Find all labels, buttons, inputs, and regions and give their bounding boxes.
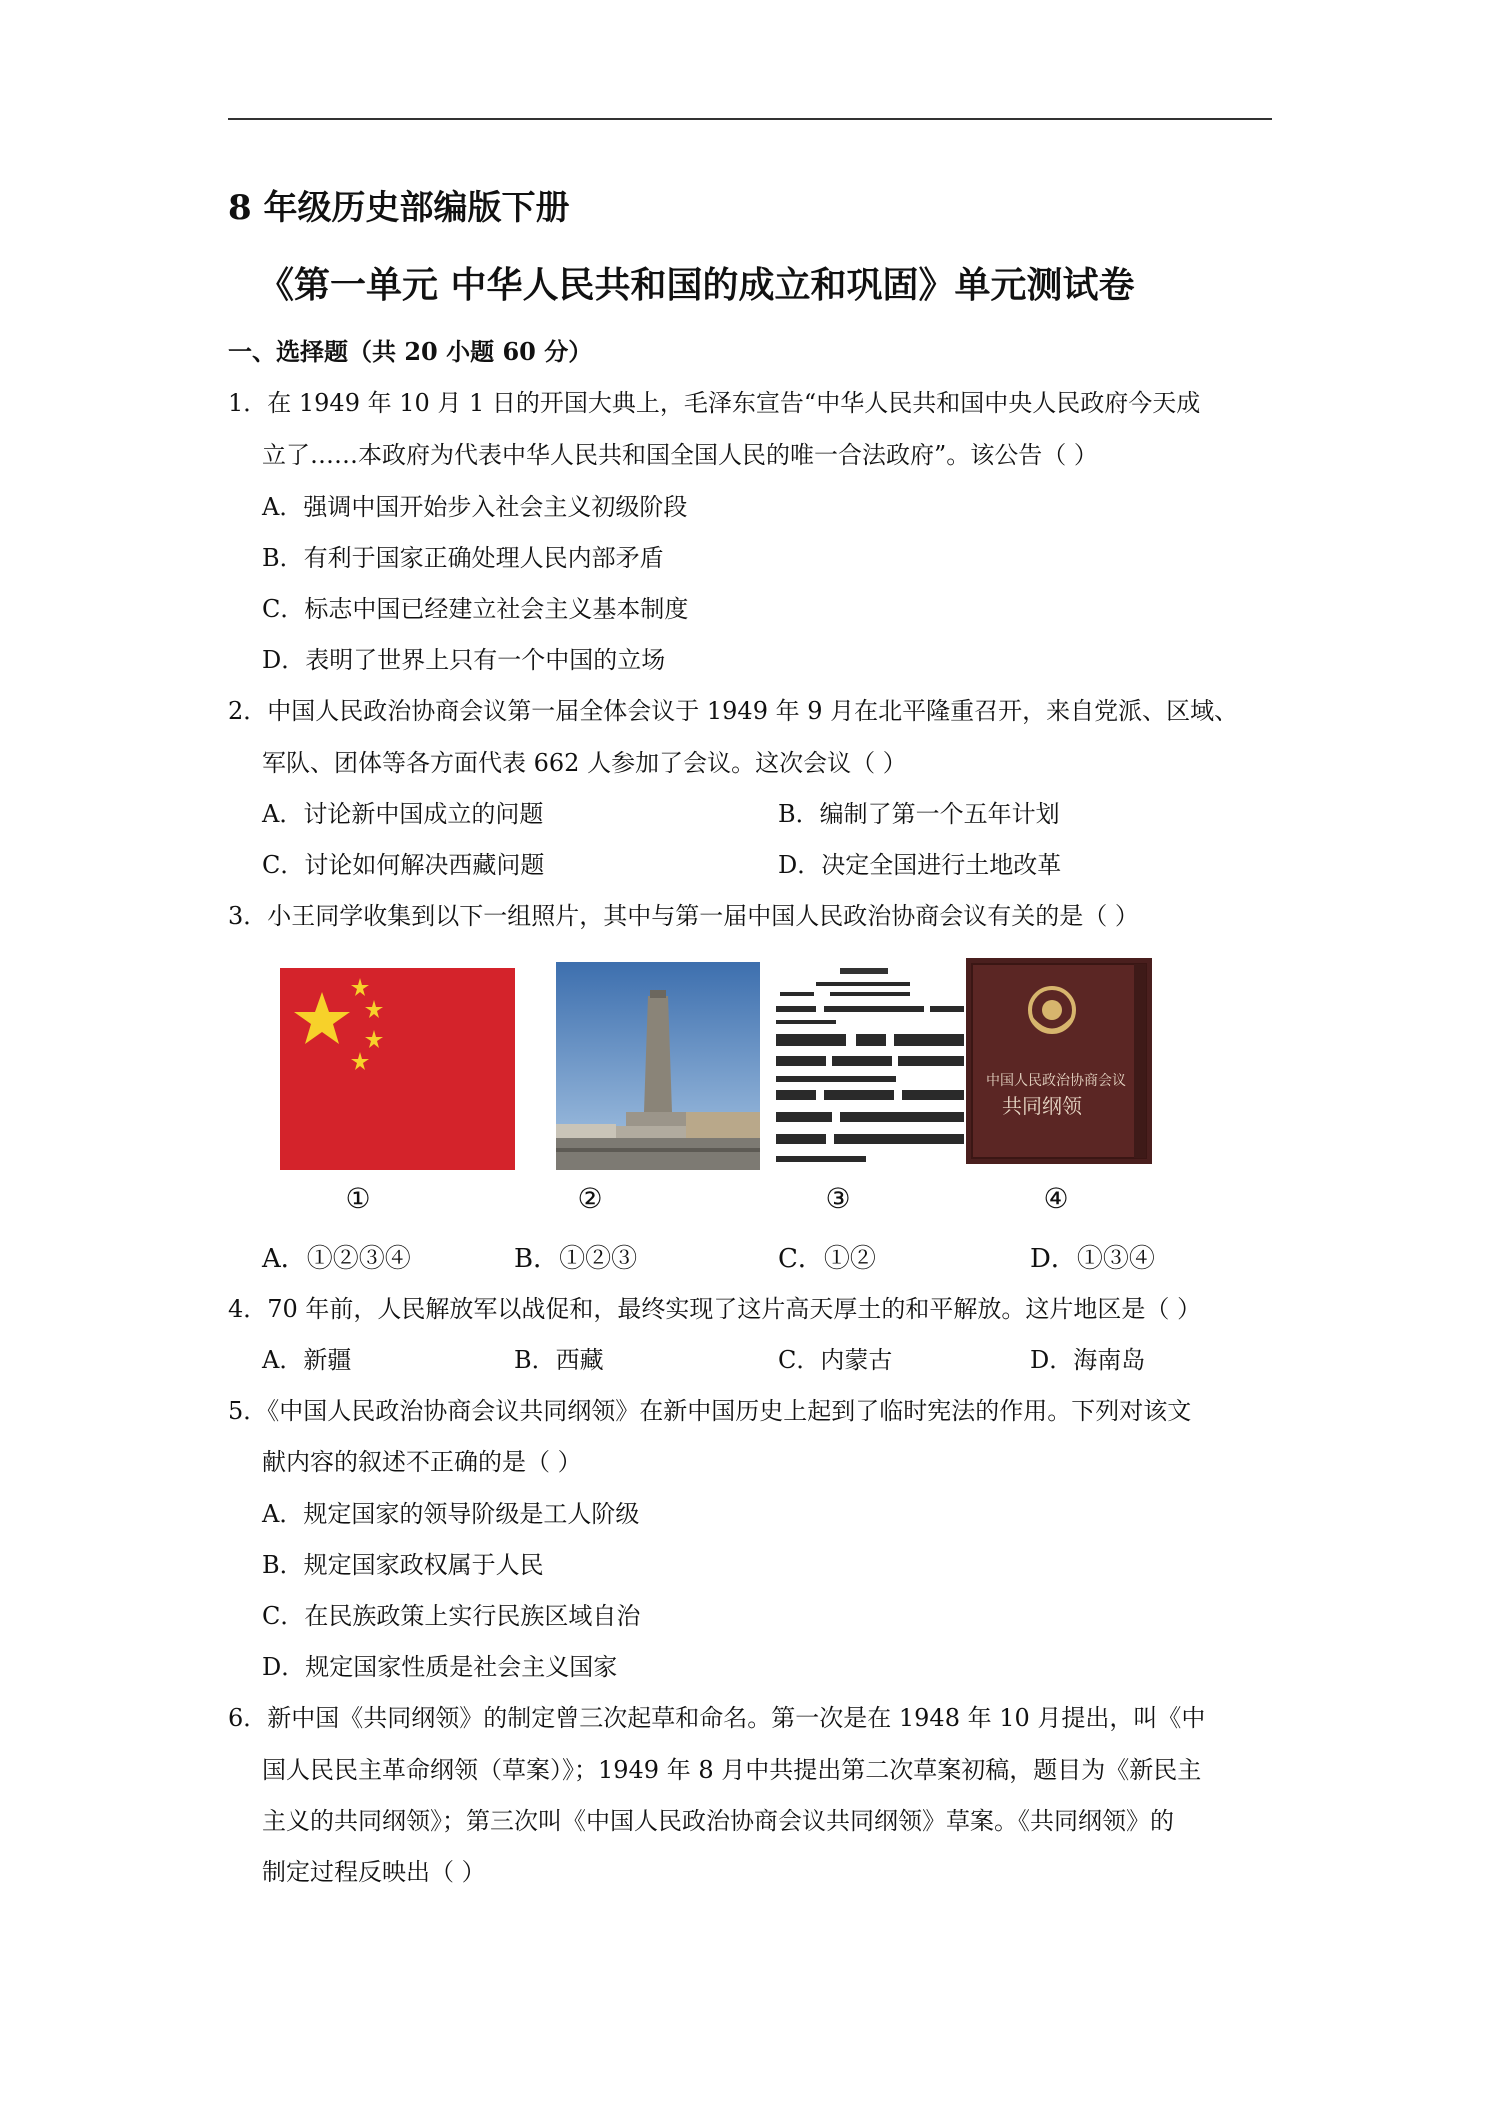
q5-option-a: A．规定国家的领导阶级是工人阶级	[262, 1500, 640, 1528]
q2-option-a: A．讨论新中国成立的问题	[262, 800, 544, 828]
q2-option-b: B．编制了第一个五年计划	[778, 800, 1060, 828]
photo-label-1: ①	[345, 1182, 371, 1215]
q6-stem-line2: 国人民民主革命纲领（草案）》；1949 年 8 月中共提出第二次草案初稿，题目为《新民主	[262, 1756, 1202, 1784]
q4-option-c: C．内蒙古	[778, 1346, 893, 1374]
photo-monument	[556, 962, 760, 1170]
q4-option-d: D．海南岛	[1030, 1346, 1146, 1374]
document-title: 8 年级历史部编版下册	[228, 188, 570, 228]
q1-option-c: C．标志中国已经建立社会主义基本制度	[262, 595, 689, 623]
q5-option-c: C．在民族政策上实行民族区域自治	[262, 1602, 641, 1630]
photo-label-2: ②	[577, 1182, 603, 1215]
q3-option-b: B．①②③	[514, 1244, 638, 1274]
q6-stem-line1: 6．新中国《共同纲领》的制定曾三次起草和命名。第一次是在 1948 年 10 月提出，叫《中	[228, 1704, 1206, 1732]
q1-option-d: D．表明了世界上只有一个中国的立场	[262, 646, 666, 674]
photo-printed-sheet	[770, 962, 970, 1170]
document-subtitle: 《第一单元 中华人民共和国的成立和巩固》单元测试卷	[258, 264, 1135, 306]
q6-stem-line3: 主义的共同纲领》；第三次叫《中国人民政治协商会议共同纲领》草案。《共同纲领》的	[262, 1807, 1174, 1835]
book-cover-text-1: 中国人民政治协商会议	[986, 1073, 1126, 1089]
q1-option-a: A．强调中国开始步入社会主义初级阶段	[262, 493, 688, 521]
q1-stem-line2: 立了……本政府为代表中华人民共和国全国人民的唯一合法政府”。该公告（ ）	[262, 441, 1098, 469]
q5-stem-line2: 献内容的叙述不正确的是（ ）	[262, 1448, 582, 1476]
q3-option-a: A．①②③④	[262, 1244, 411, 1274]
book-cover-text-2: 共同纲领	[1002, 1094, 1082, 1118]
q3-option-c: C．①②	[778, 1244, 876, 1274]
photo-label-4: ④	[1043, 1182, 1069, 1215]
header-rule	[228, 118, 1272, 120]
q3-stem-line1: 3．小王同学收集到以下一组照片，其中与第一届中国人民政治协商会议有关的是（ ）	[228, 902, 1139, 930]
q2-stem-line2: 军队、团体等各方面代表 662 人参加了会议。这次会议（ ）	[262, 749, 907, 777]
q5-option-d: D．规定国家性质是社会主义国家	[262, 1653, 618, 1681]
q2-stem-line1: 2．中国人民政治协商会议第一届全体会议于 1949 年 9 月在北平隆重召开，来自党派、区域、	[228, 697, 1239, 725]
q2-option-c: C．讨论如何解决西藏问题	[262, 851, 545, 879]
q3-option-d: D．①③④	[1030, 1244, 1155, 1274]
q4-stem-line1: 4．70 年前，人民解放军以战促和，最终实现了这片高天厚土的和平解放。这片地区是（ ）	[228, 1295, 1202, 1323]
photo-common-program-book	[966, 958, 1152, 1164]
q2-option-d: D．决定全国进行土地改革	[778, 851, 1062, 879]
section-heading: 一、选择题（共 20 小题 60 分）	[228, 337, 593, 366]
q1-stem-line1: 1．在 1949 年 10 月 1 日的开国大典上，毛泽东宣告“中华人民共和国中央人民政府今天成	[228, 389, 1201, 417]
q5-option-b: B．规定国家政权属于人民	[262, 1551, 544, 1579]
photo-national-flag	[280, 968, 515, 1170]
photo-label-3: ③	[825, 1182, 851, 1215]
q4-option-a: A．新疆	[262, 1346, 352, 1374]
q4-option-b: B．西藏	[514, 1346, 604, 1374]
q5-stem-line1: 5．《中国人民政治协商会议共同纲领》在新中国历史上起到了临时宪法的作用。下列对该文	[228, 1397, 1192, 1425]
q1-option-b: B．有利于国家正确处理人民内部矛盾	[262, 544, 664, 572]
q6-stem-line4: 制定过程反映出（ ）	[262, 1858, 486, 1886]
